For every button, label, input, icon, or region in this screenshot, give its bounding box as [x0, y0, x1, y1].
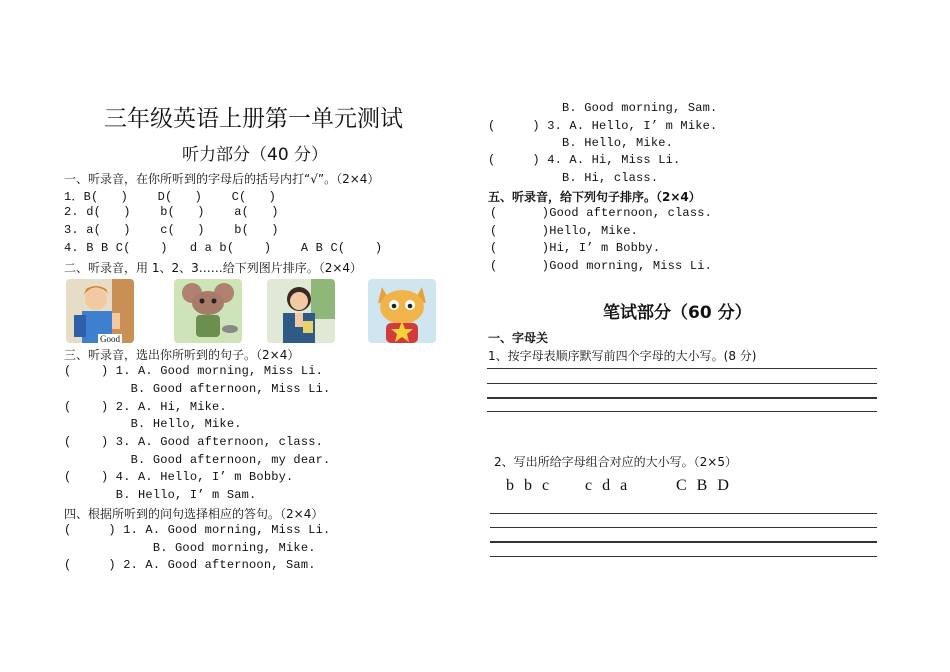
- section4-line: B. Good morning, Mike.: [64, 541, 316, 555]
- section5-instruction: 五、听录音，给下列句子排序。（2×4）: [488, 190, 701, 204]
- section2-instruction: 二、听录音，用 1、2、3……给下列图片排序。（2×4）: [64, 261, 363, 275]
- section3-instruction: 三、听录音，选出你所听到的句子。（2×4）: [64, 348, 300, 362]
- section3-line: B. Hello, Mike.: [64, 417, 242, 431]
- question2-text: 2、写出所给字母组合对应的大小写。（2×5）: [494, 455, 737, 469]
- letter-group: c d a: [585, 477, 631, 494]
- section3-line: B. Hello, I’ m Sam.: [64, 488, 257, 502]
- woman-teacher-icon: [267, 279, 335, 343]
- section4-line: ( ) 1. A. Good morning, Miss Li.: [64, 523, 331, 537]
- mouse-character-icon: [174, 279, 242, 343]
- writing-line: [487, 368, 877, 369]
- writing-line: [487, 397, 877, 399]
- section5-line: ( )Hi, I’ m Bobby.: [490, 241, 661, 255]
- section4-line: ( ) 2. A. Good afternoon, Sam.: [64, 558, 316, 572]
- section4-cont-line: B. Hello, Mike.: [488, 136, 674, 150]
- section4-cont-line: ( ) 4. A. Hi, Miss Li.: [488, 153, 681, 167]
- good-caption: Good: [100, 334, 120, 344]
- letter-group: b b c: [506, 477, 553, 494]
- listening-heading: 听力部分（40 分）: [182, 145, 329, 165]
- letters-section-heading: 一、字母关: [488, 331, 549, 345]
- section3-line: B. Good afternoon, my dear.: [64, 453, 331, 467]
- section1-row: 1．B( ) D( ) C( ): [64, 190, 277, 204]
- section5-line: ( )Hello, Mike.: [490, 224, 639, 238]
- section5-line: ( )Good morning, Miss Li.: [490, 259, 713, 273]
- section1-row: 2. d( ) b( ) a( ): [64, 205, 279, 219]
- section4-cont-line: B. Hi, class.: [488, 171, 659, 185]
- section3-line: B. Good afternoon, Miss Li.: [64, 382, 331, 396]
- section3-line: ( ) 2. A. Hi, Mike.: [64, 400, 227, 414]
- writing-line: [490, 556, 877, 557]
- section3-line: ( ) 1. A. Good morning, Miss Li.: [64, 364, 324, 378]
- teacher-picture: [267, 279, 335, 343]
- section3-line: ( ) 3. A. Good afternoon, class.: [64, 435, 324, 449]
- cat-character-icon: [368, 279, 436, 343]
- writing-line: [487, 411, 877, 412]
- writing-line: [490, 541, 877, 543]
- section3-line: ( ) 4. A. Hello, I’ m Bobby.: [64, 470, 294, 484]
- mouse-picture: [174, 279, 242, 343]
- writing-line: [490, 527, 877, 528]
- writing-line: [490, 513, 877, 514]
- writing-line: [487, 383, 877, 384]
- section4-instruction: 四、根据所听到的问句选择相应的答句。（2×4）: [64, 507, 324, 521]
- section4-cont-line: ( ) 3. A. Hello, I’ m Mike.: [488, 119, 718, 133]
- letter-group: C B D: [676, 477, 732, 494]
- written-heading: 笔试部分（60 分）: [603, 303, 752, 323]
- question1-text: 1、按字母表顺序默写前四个字母的大小写。(8 分): [488, 349, 757, 363]
- section1-instruction: 一、听录音，在你所听到的字母后的括号内打“√”。（2×4）: [64, 172, 380, 186]
- section1-row: 3. a( ) c( ) b( ): [64, 223, 279, 237]
- section1-row: 4. B B C( ) d a b( ) A B C( ): [64, 241, 383, 255]
- section5-line: ( )Good afternoon, class.: [490, 206, 713, 220]
- page-title: 三年级英语上册第一单元测试: [104, 106, 403, 132]
- section4-cont-line: B. Good morning, Sam.: [488, 101, 718, 115]
- cat-picture: [368, 279, 436, 343]
